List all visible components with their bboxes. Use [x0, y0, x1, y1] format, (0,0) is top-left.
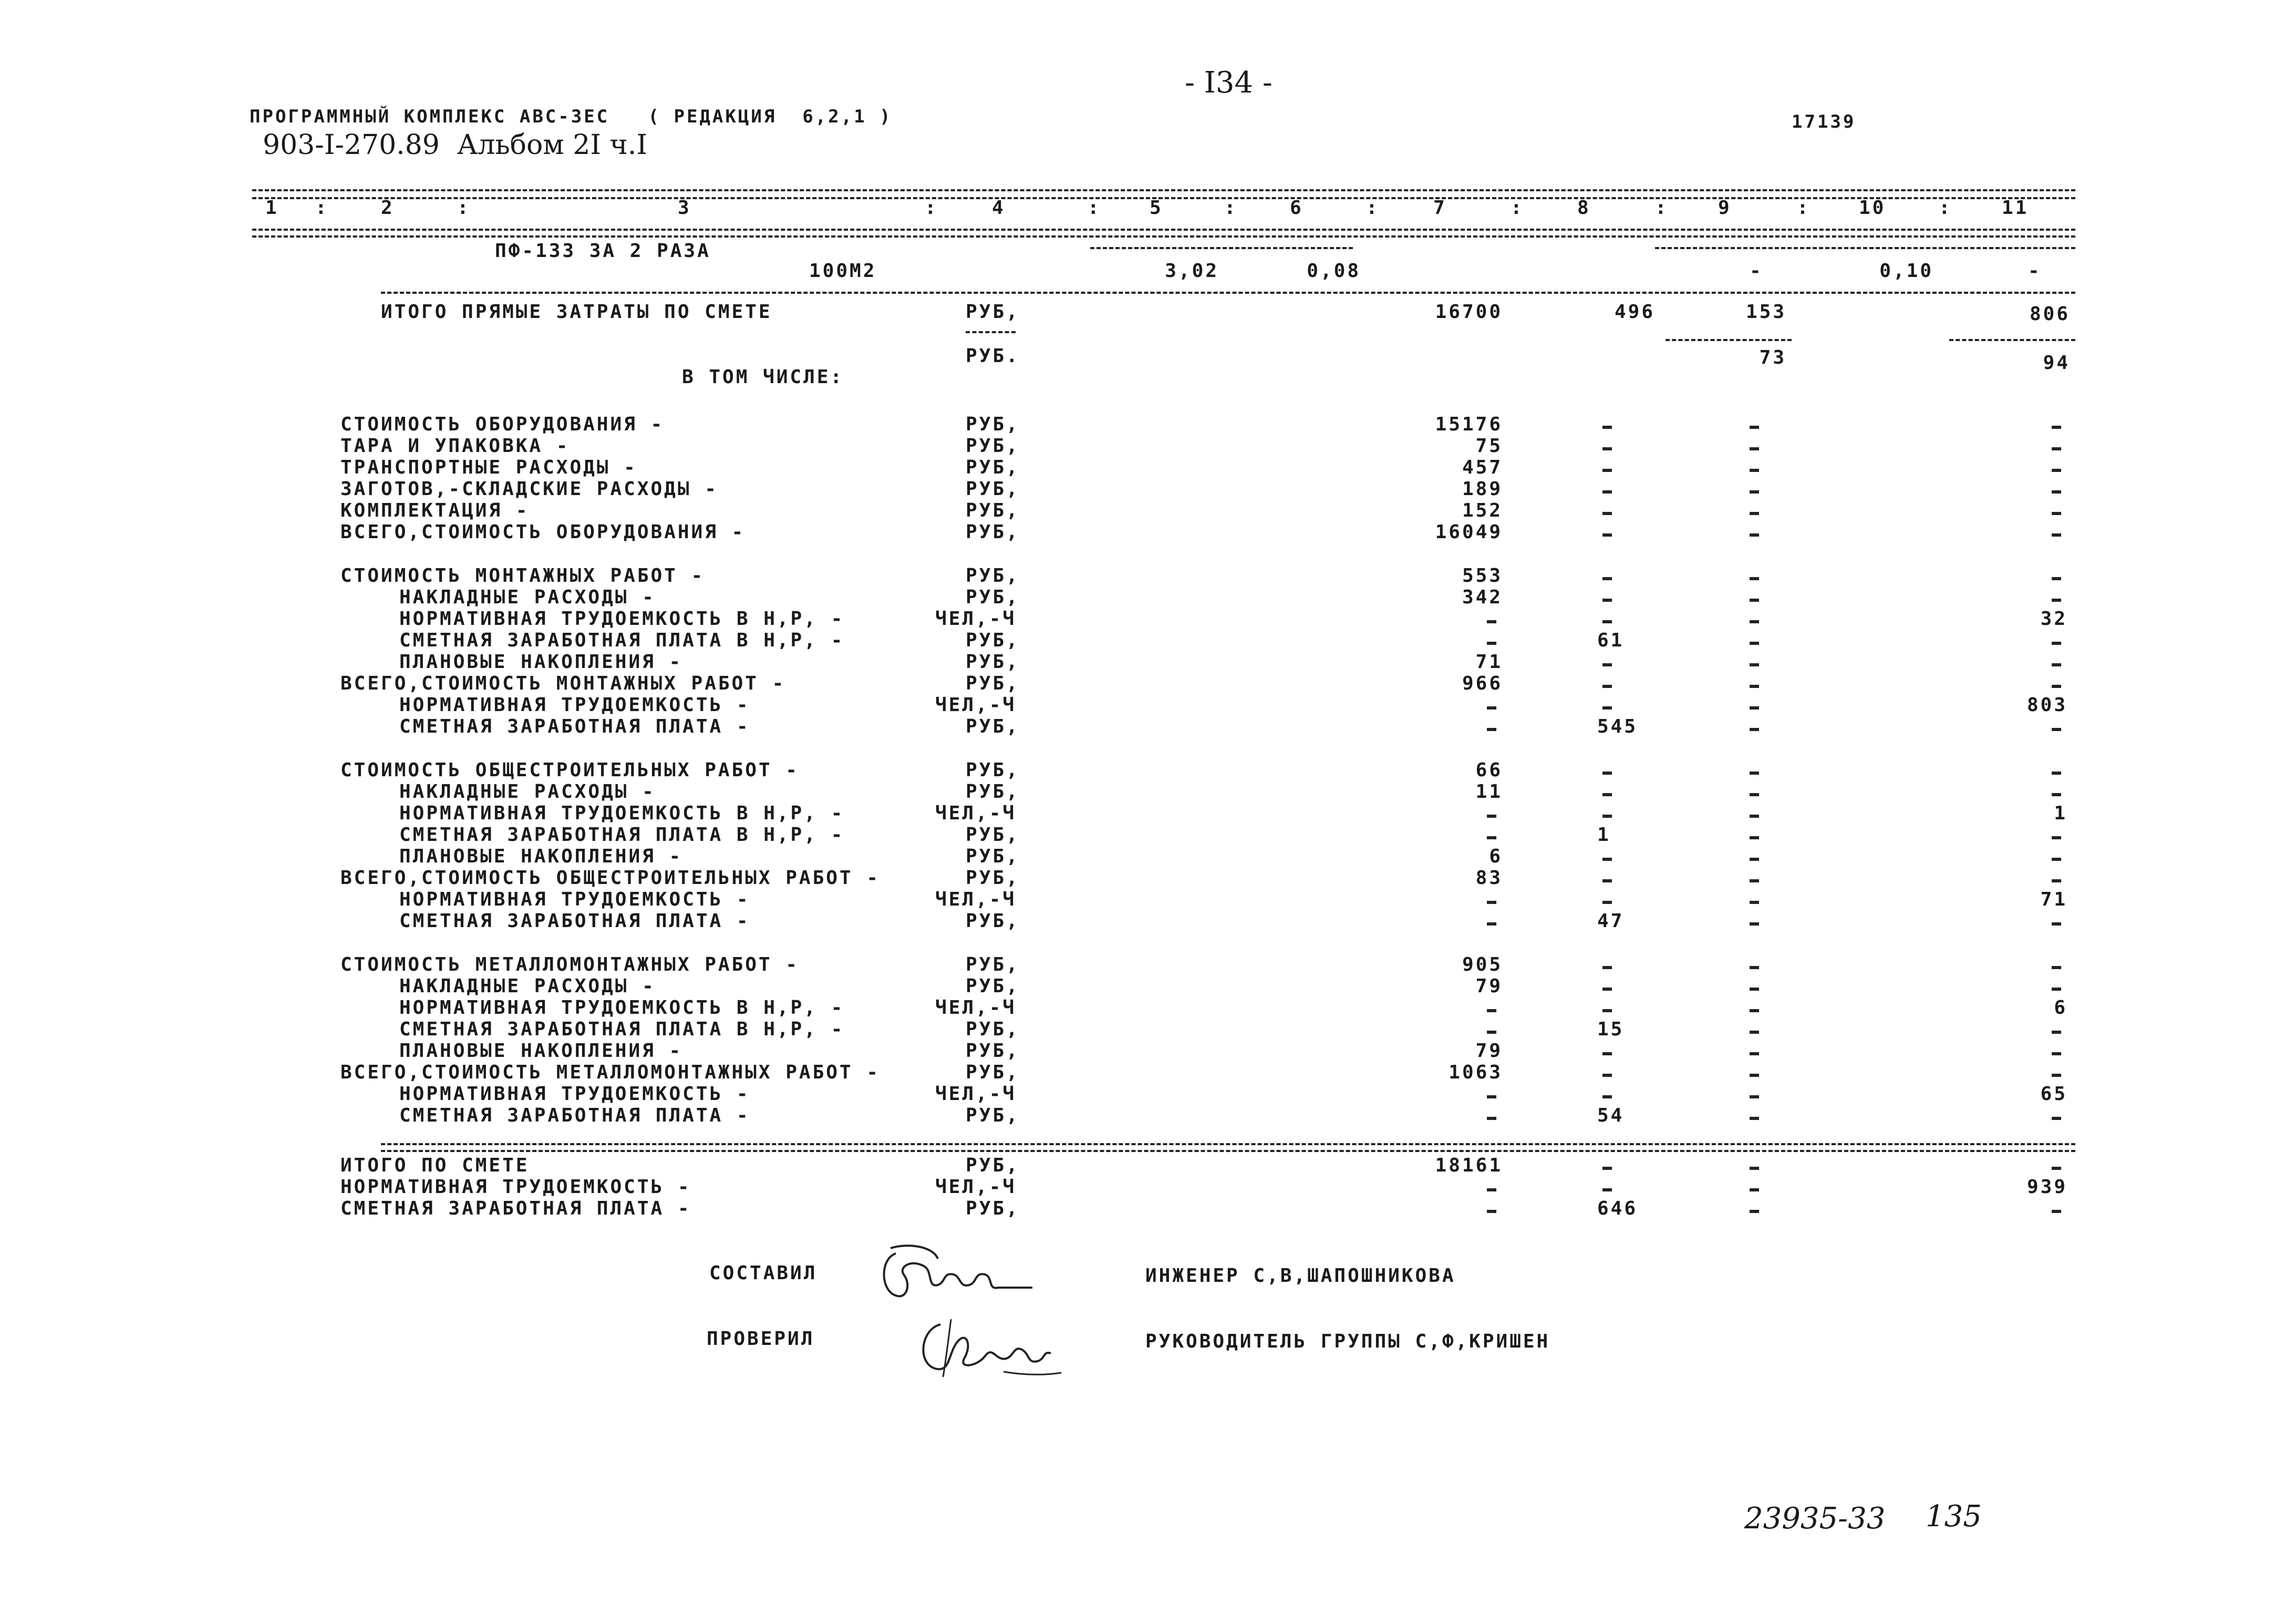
- table-row-col8-dash: [1602, 599, 1612, 602]
- table-row-col7-dash: [1487, 901, 1496, 904]
- total-row-unit: РУБ,: [966, 1155, 1020, 1176]
- table-row-unit: РУБ,: [966, 630, 1020, 651]
- item-unit: 100М2: [809, 260, 877, 282]
- table-row-col9-dash: [1750, 685, 1759, 688]
- direct-costs-col7: 16700: [1435, 301, 1503, 323]
- column-separator: :: [1088, 197, 1101, 219]
- document-code: 17139: [1792, 111, 1856, 132]
- table-row-label: СМЕТНАЯ ЗАРАБОТНАЯ ПЛАТА В Н,Р, -: [399, 824, 845, 846]
- table-row-unit: РУБ,: [966, 414, 1020, 435]
- total-row-col8-dash: [1602, 1188, 1612, 1191]
- table-row-col8-dash: [1602, 772, 1612, 775]
- table-row-col9-dash: [1750, 1009, 1759, 1012]
- column-separator: :: [1511, 197, 1524, 219]
- item-col10: 0,10: [1879, 260, 1933, 282]
- table-row-col9-dash: [1750, 490, 1759, 494]
- item-rule: [1655, 247, 2075, 249]
- total-row-col7: 18161: [1435, 1155, 1503, 1176]
- table-row-label: СТОИМОСТЬ МЕТАЛЛОМОНТАЖНЫХ РАБОТ -: [340, 954, 799, 975]
- table-row-col9-dash: [1750, 858, 1759, 861]
- header-rule-bottom-2: [252, 235, 2075, 238]
- table-row-col7: 79: [1475, 1040, 1503, 1062]
- table-row-col9-dash: [1750, 1117, 1759, 1120]
- table-row-col9-dash: [1750, 533, 1759, 537]
- table-row-label: НОРМАТИВНАЯ ТРУДОЕМКОСТЬ -: [399, 889, 750, 910]
- page-number: - I34 -: [1185, 66, 1273, 100]
- table-row-col7-dash: [1487, 815, 1496, 818]
- table-row-col11-dash: [2052, 922, 2061, 926]
- table-row-col11-dash: [2052, 599, 2061, 602]
- table-row-unit: РУБ,: [966, 910, 1020, 932]
- table-row-col11: 65: [2040, 1083, 2067, 1105]
- column-header: 4: [992, 197, 1006, 219]
- column-separator: :: [925, 197, 938, 219]
- table-row-col9-dash: [1750, 793, 1759, 796]
- table-row-col7: 15176: [1435, 414, 1503, 435]
- table-row-unit: ЧЕЛ,-Ч: [935, 1083, 1017, 1105]
- table-row-col9-dash: [1750, 728, 1759, 731]
- table-row-col8-dash: [1602, 1052, 1612, 1055]
- table-row-label: ВСЕГО,СТОИМОСТЬ МОНТАЖНЫХ РАБОТ -: [340, 673, 786, 694]
- totals-rule-2: [381, 1150, 2075, 1152]
- table-row-col11-dash: [2052, 1031, 2061, 1034]
- checked-by: РУКОВОДИТЕЛЬ ГРУППЫ С,Ф,КРИШЕН: [1145, 1331, 1550, 1352]
- table-row-label: ВСЕГО,СТОИМОСТЬ МЕТАЛЛОМОНТАЖНЫХ РАБОТ -: [340, 1062, 880, 1083]
- compiled-by: ИНЖЕНЕР С,В,ШАПОШНИКОВА: [1145, 1265, 1456, 1287]
- table-row-unit: РУБ,: [966, 759, 1020, 781]
- column-header: 8: [1577, 197, 1591, 219]
- table-row-label: НОРМАТИВНАЯ ТРУДОЕМКОСТЬ В Н,Р, -: [399, 997, 845, 1019]
- table-row-col11-dash: [2052, 469, 2061, 472]
- compiled-label: СОСТАВИЛ: [709, 1262, 818, 1284]
- table-row-unit: РУБ,: [966, 1105, 1020, 1126]
- table-row-col8-dash: [1602, 1074, 1612, 1077]
- total-row-col11-dash: [2052, 1167, 2061, 1170]
- table-row-col9-dash: [1750, 966, 1759, 969]
- table-row-col7-dash: [1487, 642, 1496, 645]
- compiled-signature: [875, 1238, 1043, 1311]
- program-title: ПРОГРАММНЫЙ КОМПЛЕКС АВС-3ЕС ( РЕДАКЦИЯ 6,2,1 ): [250, 106, 893, 127]
- total-row-unit: РУБ,: [966, 1198, 1020, 1219]
- table-row-col11-dash: [2052, 836, 2061, 839]
- item-col11: -: [2028, 260, 2042, 282]
- table-row-unit: РУБ,: [966, 500, 1020, 521]
- total-row-col8-dash: [1602, 1167, 1612, 1170]
- column-header: 6: [1290, 197, 1304, 219]
- table-row-label: НАКЛАДНЫЕ РАСХОДЫ -: [399, 975, 656, 997]
- table-row-col7: 79: [1475, 975, 1503, 997]
- table-row-col11-dash: [2052, 793, 2061, 796]
- column-separator: :: [1939, 197, 1952, 219]
- table-row-col11-dash: [2052, 858, 2061, 861]
- table-row-col11-dash: [2052, 663, 2061, 666]
- total-row-col9-dash: [1750, 1167, 1759, 1170]
- direct-costs-col9-rule: [1666, 339, 1792, 341]
- direct-costs-col9-2: 73: [1759, 347, 1786, 368]
- table-row-unit: РУБ,: [966, 954, 1020, 975]
- table-row-col11-dash: [2052, 512, 2061, 515]
- table-row-col11-dash: [2052, 1117, 2061, 1120]
- table-row-col11: 6: [2054, 997, 2067, 1019]
- table-row-unit: РУБ,: [966, 673, 1020, 694]
- table-row-col11: 71: [2040, 889, 2067, 910]
- checked-label: ПРОВЕРИЛ: [707, 1328, 815, 1350]
- total-row-col8: 646: [1597, 1198, 1638, 1219]
- table-row-col7: 342: [1462, 587, 1503, 608]
- album-title: 903-I-270.89 Альбом 2I ч.I: [263, 129, 647, 161]
- direct-costs-label: ИТОГО ПРЯМЫЕ ЗАТРАТЫ ПО СМЕТЕ: [381, 301, 772, 323]
- table-row-col11-dash: [2052, 685, 2061, 688]
- table-row-col8-dash: [1602, 1009, 1612, 1012]
- total-row-col9-dash: [1750, 1210, 1759, 1213]
- item-col6: 0,08: [1307, 260, 1361, 282]
- column-header: 2: [381, 197, 395, 219]
- table-row-col11-dash: [2052, 490, 2061, 494]
- total-row-unit: ЧЕЛ,-Ч: [935, 1176, 1017, 1198]
- table-row-col11-dash: [2052, 988, 2061, 991]
- table-row-col8-dash: [1602, 879, 1612, 882]
- item-col5: 3,02: [1165, 260, 1219, 282]
- table-row-col9-dash: [1750, 772, 1759, 775]
- table-row-unit: РУБ,: [966, 651, 1020, 673]
- table-row-col8-dash: [1602, 685, 1612, 688]
- table-row-unit: ЧЕЛ,-Ч: [935, 997, 1017, 1019]
- total-row-col7-dash: [1487, 1210, 1496, 1213]
- table-row-col11-dash: [2052, 879, 2061, 882]
- table-row-col7: 905: [1462, 954, 1503, 975]
- table-row-col7: 189: [1462, 478, 1503, 500]
- table-row-col9-dash: [1750, 1074, 1759, 1077]
- table-row-col9-dash: [1750, 512, 1759, 515]
- table-row-col7-dash: [1487, 728, 1496, 731]
- table-row-label: ЗАГОТОВ,-СКЛАДСКИЕ РАСХОДЫ -: [340, 478, 718, 500]
- table-row-col8: 1: [1597, 824, 1611, 846]
- table-row-col9-dash: [1750, 663, 1759, 666]
- table-row-col9-dash: [1750, 1052, 1759, 1055]
- table-row-label: НАКЛАДНЫЕ РАСХОДЫ -: [399, 587, 656, 608]
- table-row-col9-dash: [1750, 469, 1759, 472]
- table-row-col8-dash: [1602, 1095, 1612, 1098]
- table-row-col7: 553: [1462, 565, 1503, 587]
- table-row-col11-dash: [2052, 447, 2061, 450]
- table-row-unit: РУБ,: [966, 457, 1020, 478]
- table-row-unit: РУБ,: [966, 587, 1020, 608]
- table-row-col7-dash: [1487, 1117, 1496, 1120]
- table-row-col8: 61: [1597, 630, 1625, 651]
- table-row-col8: 545: [1597, 716, 1638, 737]
- table-row-unit: РУБ,: [966, 716, 1020, 737]
- column-separator: :: [457, 197, 471, 219]
- total-row-col9-dash: [1750, 1188, 1759, 1191]
- table-row-col8: 47: [1597, 910, 1625, 932]
- table-row-col7-dash: [1487, 706, 1496, 710]
- table-row-col9-dash: [1750, 599, 1759, 602]
- total-row-label: НОРМАТИВНАЯ ТРУДОЕМКОСТЬ -: [340, 1176, 691, 1198]
- footer-code: 23935-33: [1744, 1502, 1886, 1536]
- table-row-unit: РУБ,: [966, 435, 1020, 457]
- table-row-col11: 803: [2026, 694, 2067, 716]
- table-row-label: НОРМАТИВНАЯ ТРУДОЕМКОСТЬ В Н,Р, -: [399, 608, 845, 630]
- table-row-col8-dash: [1602, 988, 1612, 991]
- direct-costs-unit-rule: [966, 331, 1016, 333]
- table-row-unit: РУБ,: [966, 521, 1020, 543]
- column-header: 5: [1150, 197, 1163, 219]
- checked-signature: [909, 1309, 1077, 1387]
- direct-costs-unit-2: РУБ.: [966, 345, 1020, 367]
- table-row-col8: 54: [1597, 1105, 1625, 1126]
- column-separator: :: [1366, 197, 1380, 219]
- header-rule-top: [252, 189, 2075, 191]
- table-row-col8: 15: [1597, 1019, 1625, 1040]
- table-row-label: ТАРА И УПАКОВКА -: [340, 435, 570, 457]
- table-row-col8-dash: [1602, 490, 1612, 494]
- item-col9: -: [1750, 260, 1763, 282]
- table-row-col7: 152: [1462, 500, 1503, 521]
- column-header: 1: [265, 197, 279, 219]
- table-row-label: НАКЛАДНЫЕ РАСХОДЫ -: [399, 781, 656, 803]
- table-row-label: ВСЕГО,СТОИМОСТЬ ОБОРУДОВАНИЯ -: [340, 521, 746, 543]
- table-row-col8-dash: [1602, 512, 1612, 515]
- table-row-unit: ЧЕЛ,-Ч: [935, 694, 1017, 716]
- table-row-label: СМЕТНАЯ ЗАРАБОТНАЯ ПЛАТА -: [399, 910, 750, 932]
- table-row-col9-dash: [1750, 1095, 1759, 1098]
- table-row-label: СМЕТНАЯ ЗАРАБОТНАЯ ПЛАТА -: [399, 716, 750, 737]
- table-row-col7: 75: [1475, 435, 1503, 457]
- table-row-col9-dash: [1750, 988, 1759, 991]
- table-row-col8-dash: [1602, 469, 1612, 472]
- table-row-col7-dash: [1487, 1095, 1496, 1098]
- table-row-col7: 16049: [1435, 521, 1503, 543]
- table-row-unit: РУБ,: [966, 975, 1020, 997]
- table-row-col8-dash: [1602, 966, 1612, 969]
- table-row-col8-dash: [1602, 426, 1612, 429]
- column-separator: :: [315, 197, 329, 219]
- table-row-col8-dash: [1602, 533, 1612, 537]
- table-row-label: СТОИМОСТЬ ОБОРУДОВАНИЯ -: [340, 414, 665, 435]
- table-row-unit: РУБ,: [966, 1062, 1020, 1083]
- table-row-unit: РУБ,: [966, 1040, 1020, 1062]
- table-row-label: СМЕТНАЯ ЗАРАБОТНАЯ ПЛАТА В Н,Р, -: [399, 630, 845, 651]
- table-row-unit: ЧЕЛ,-Ч: [935, 608, 1017, 630]
- table-row-col9-dash: [1750, 879, 1759, 882]
- direct-costs-col11-rule: [1949, 339, 2075, 341]
- table-row-col8-dash: [1602, 447, 1612, 450]
- table-row-col7-dash: [1487, 836, 1496, 839]
- totals-rule: [381, 1143, 2075, 1145]
- table-row-col11: 1: [2054, 803, 2067, 824]
- table-row-col9-dash: [1750, 901, 1759, 904]
- table-row-unit: РУБ,: [966, 781, 1020, 803]
- table-row-unit: РУБ,: [966, 846, 1020, 867]
- total-row-col7-dash: [1487, 1188, 1496, 1191]
- table-row-col11-dash: [2052, 1052, 2061, 1055]
- table-row-col8-dash: [1602, 815, 1612, 818]
- column-separator: :: [1224, 197, 1238, 219]
- total-row-label: СМЕТНАЯ ЗАРАБОТНАЯ ПЛАТА -: [340, 1198, 691, 1219]
- direct-costs-unit: РУБ,: [966, 301, 1020, 323]
- table-row-col9-dash: [1750, 706, 1759, 710]
- direct-costs-col11-2: 94: [2043, 352, 2070, 374]
- table-row-col11-dash: [2052, 533, 2061, 537]
- table-row-col7: 83: [1475, 867, 1503, 889]
- table-row-col7-dash: [1487, 1009, 1496, 1012]
- table-row-label: НОРМАТИВНАЯ ТРУДОЕМКОСТЬ -: [399, 1083, 750, 1105]
- table-row-col8-dash: [1602, 793, 1612, 796]
- table-row-col9-dash: [1750, 426, 1759, 429]
- column-header: 11: [2002, 197, 2029, 219]
- table-row-col7: 966: [1462, 673, 1503, 694]
- in-that-number-label: В ТОМ ЧИСЛЕ:: [682, 366, 844, 388]
- table-row-col9-dash: [1750, 1031, 1759, 1034]
- direct-costs-rule: [381, 292, 2075, 294]
- table-row-col9-dash: [1750, 836, 1759, 839]
- table-row-col7-dash: [1487, 1031, 1496, 1034]
- table-row-unit: ЧЕЛ,-Ч: [935, 889, 1017, 910]
- table-row-label: СТОИМОСТЬ ОБЩЕСТРОИТЕЛЬНЫХ РАБОТ -: [340, 759, 799, 781]
- table-row-label: ВСЕГО,СТОИМОСТЬ ОБЩЕСТРОИТЕЛЬНЫХ РАБОТ -: [340, 867, 880, 889]
- table-row-unit: РУБ,: [966, 867, 1020, 889]
- column-header: 3: [678, 197, 691, 219]
- table-row-col11: 32: [2040, 608, 2067, 630]
- table-row-col9-dash: [1750, 922, 1759, 926]
- total-row-col11-dash: [2052, 1210, 2061, 1213]
- table-row-col8-dash: [1602, 858, 1612, 861]
- table-row-unit: РУБ,: [966, 565, 1020, 587]
- table-row-unit: ЧЕЛ,-Ч: [935, 803, 1017, 824]
- direct-costs-col11: 806: [2029, 303, 2070, 325]
- table-row-label: СМЕТНАЯ ЗАРАБОТНАЯ ПЛАТА В Н,Р, -: [399, 1019, 845, 1040]
- table-row-col11-dash: [2052, 728, 2061, 731]
- table-row-col7-dash: [1487, 620, 1496, 623]
- table-row-unit: РУБ,: [966, 1019, 1020, 1040]
- table-row-label: ПЛАНОВЫЕ НАКОПЛЕНИЯ -: [399, 1040, 683, 1062]
- table-row-col9-dash: [1750, 815, 1759, 818]
- table-row-col7: 71: [1475, 651, 1503, 673]
- table-row-col8-dash: [1602, 577, 1612, 580]
- table-row-label: НОРМАТИВНАЯ ТРУДОЕМКОСТЬ В Н,Р, -: [399, 803, 845, 824]
- table-row-col11-dash: [2052, 772, 2061, 775]
- table-row-label: КОМПЛЕКТАЦИЯ -: [340, 500, 530, 521]
- table-row-col11-dash: [2052, 642, 2061, 645]
- table-row-col9-dash: [1750, 577, 1759, 580]
- table-row-col7: 6: [1489, 846, 1503, 867]
- total-row-col11: 939: [2026, 1176, 2067, 1198]
- table-row-label: ПЛАНОВЫЕ НАКОПЛЕНИЯ -: [399, 846, 683, 867]
- table-row-col8-dash: [1602, 663, 1612, 666]
- table-row-col8-dash: [1602, 620, 1612, 623]
- column-header: 7: [1433, 197, 1447, 219]
- table-row-col11-dash: [2052, 426, 2061, 429]
- direct-costs-col9: 153: [1745, 301, 1786, 323]
- table-row-label: СМЕТНАЯ ЗАРАБОТНАЯ ПЛАТА -: [399, 1105, 750, 1126]
- table-row-label: ПЛАНОВЫЕ НАКОПЛЕНИЯ -: [399, 651, 683, 673]
- direct-costs-col8: 496: [1614, 301, 1655, 323]
- table-row-col7: 11: [1475, 781, 1503, 803]
- column-header: 9: [1718, 197, 1732, 219]
- column-separator: :: [1797, 197, 1811, 219]
- table-row-unit: РУБ,: [966, 824, 1020, 846]
- table-row-col9-dash: [1750, 620, 1759, 623]
- table-row-unit: РУБ,: [966, 478, 1020, 500]
- header-rule-bottom: [252, 229, 2075, 231]
- table-row-col7: 1063: [1449, 1062, 1503, 1083]
- table-row-col11-dash: [2052, 966, 2061, 969]
- table-row-col7-dash: [1487, 922, 1496, 926]
- table-row-col11-dash: [2052, 577, 2061, 580]
- table-row-col11-dash: [2052, 1074, 2061, 1077]
- table-row-col7: 457: [1462, 457, 1503, 478]
- table-row-label: НОРМАТИВНАЯ ТРУДОЕМКОСТЬ -: [399, 694, 750, 716]
- table-row-col9-dash: [1750, 447, 1759, 450]
- table-row-col9-dash: [1750, 642, 1759, 645]
- table-row-col8-dash: [1602, 901, 1612, 904]
- table-row-label: СТОИМОСТЬ МОНТАЖНЫХ РАБОТ -: [340, 565, 705, 587]
- item-name: ПФ-133 ЗА 2 РАЗА: [495, 240, 711, 262]
- item-rule: [1090, 247, 1353, 249]
- footer-page: 135: [1926, 1499, 1982, 1534]
- column-separator: :: [1655, 197, 1669, 219]
- total-row-label: ИТОГО ПО СМЕТЕ: [340, 1155, 530, 1176]
- table-row-col8-dash: [1602, 706, 1612, 710]
- table-row-label: ТРАНСПОРТНЫЕ РАСХОДЫ -: [340, 457, 637, 478]
- table-row-col7: 66: [1475, 759, 1503, 781]
- column-header: 10: [1859, 197, 1886, 219]
